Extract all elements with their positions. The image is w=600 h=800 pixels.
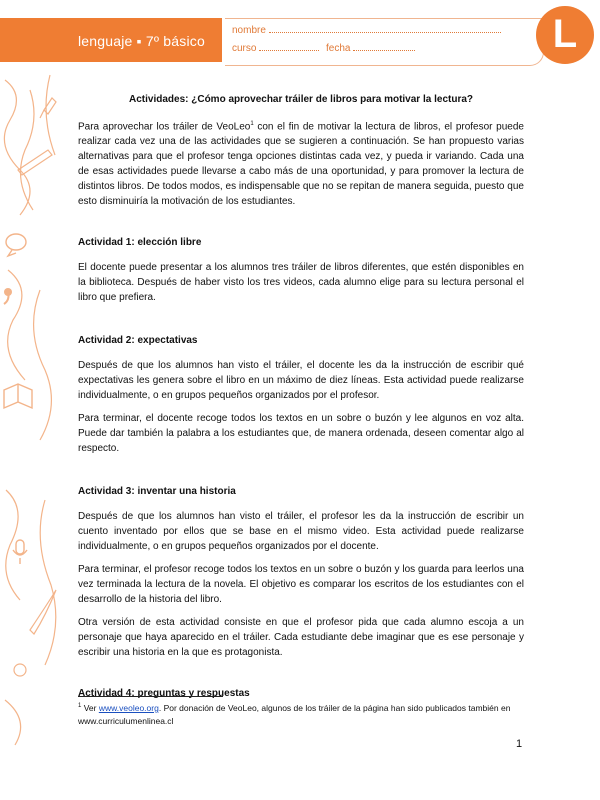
footnote: $^1$ Ver www.veoleo.org. Por donación de VeoLeo, algunos de los tráiler de la página han sido publicados también en www.curriculumenlinea.cl <box>78 702 511 726</box>
subject-label: lenguaje ▪ 7º básico <box>78 33 205 49</box>
student-info-fields <box>222 18 522 62</box>
date-field-label: fecha <box>326 43 351 54</box>
footnote-number: 1 <box>78 703 82 709</box>
footnote-divider <box>78 696 223 697</box>
level-badge: L <box>536 6 594 64</box>
course-date-row <box>232 42 415 54</box>
subject-header-band <box>0 18 222 62</box>
activity-4-heading: Actividad 4: preguntas y respuestas <box>78 688 250 700</box>
intro-paragraph: Para aprovechar los tráiler de VeoLeo$^1$ con el fin de motivar la lectura de libros, el profesor puede realizar cada vez una de las actividades que se sugieren a continuación. Se han propuesto varias alternativas para que el profesor tenga opciones distintas cada vez, y pueda ir variando. Cada una de esas actividades puede llevarse a cabo más de una oportunidad, y para promover la lectura de distintos libros. De todos modos, es indispensable que no se repitan de manera seguida, puesto que esto disminuiría la motivación de los estudiantes. <box>78 121 524 208</box>
activity-3-paragraph-2: Para terminar, el profesor recoge todos los textos en un sobre o buzón y los guarda para leerlos una vez terminada la lectura de la novela. El objetivo es comparar los escritos de los estudiantes con el desarrollo de la historia del libro. <box>78 564 524 606</box>
activity-3-paragraph-1: Después de que los alumnos han visto el tráiler, el profesor les da la instrucción de escribir un cuento inventado por ellos que se base en el mismo video. Esta actividad puede realizarse individualmente, o en grupos pequeños organizados por el docente. <box>78 511 524 553</box>
speech-bubble-icon <box>6 234 26 256</box>
feather-quill-icon <box>30 590 56 634</box>
date-field-line[interactable] <box>353 42 415 51</box>
activity-2-paragraph-2: Para terminar, el docente recoge todos los textos en un sobre o buzón y lee algunos en voz alta. Puede dar también la palabra a los estudiantes que, de manera ordenada, deseen comentar algo al respecto. <box>78 413 524 455</box>
course-field-label: curso <box>232 43 257 54</box>
activity-3-paragraph-3: Otra versión de esta actividad consiste en que el profesor pida que cada alumno escoja a un personaje que haya aparecido en el tráiler. Cada estudiante debe imaginar que es ese personaje y escribir una historia en la que es protagonista. <box>78 617 524 659</box>
name-field-line[interactable] <box>269 24 501 33</box>
name-field-label: nombre <box>232 25 266 36</box>
page-number: 1 <box>516 738 523 750</box>
footnote-ref: 1 <box>250 121 254 127</box>
activity-1-heading: Actividad 1: elección libre <box>78 237 202 249</box>
activity-3-heading: Actividad 3: inventar una historia <box>78 486 236 498</box>
activity-2-paragraph-1: Después de que los alumnos han visto el tráiler, el docente les da la instrucción de escribir qué expectativas les genera sobre el libro en un máximo de diez líneas. Esta actividad puede realizarse individualmente, o en grupos pequeños organizados por el profesor. <box>78 360 524 402</box>
decorative-doodle-strip <box>0 70 62 750</box>
open-book-icon <box>4 384 32 408</box>
quote-mark-icon <box>4 288 12 304</box>
document-body <box>78 92 524 711</box>
course-field-line[interactable] <box>259 42 319 51</box>
activity-2-heading: Actividad 2: expectativas <box>78 335 198 347</box>
document-title: Actividades: ¿Cómo aprovechar tráiler de libros para motivar la lectura? <box>129 94 473 105</box>
veoleo-link[interactable]: www.veoleo.org <box>98 702 159 713</box>
microphone-icon <box>13 540 27 564</box>
pen-nib-icon <box>40 98 56 118</box>
activity-1-paragraph: El docente puede presentar a los alumnos tres tráiler de libros diferentes, que estén disponibles en la biblioteca. Después de haber visto los tres videos, cada alumno elige para su lectura personal el libro que prefiera. <box>78 262 524 304</box>
name-field-row <box>232 24 501 36</box>
